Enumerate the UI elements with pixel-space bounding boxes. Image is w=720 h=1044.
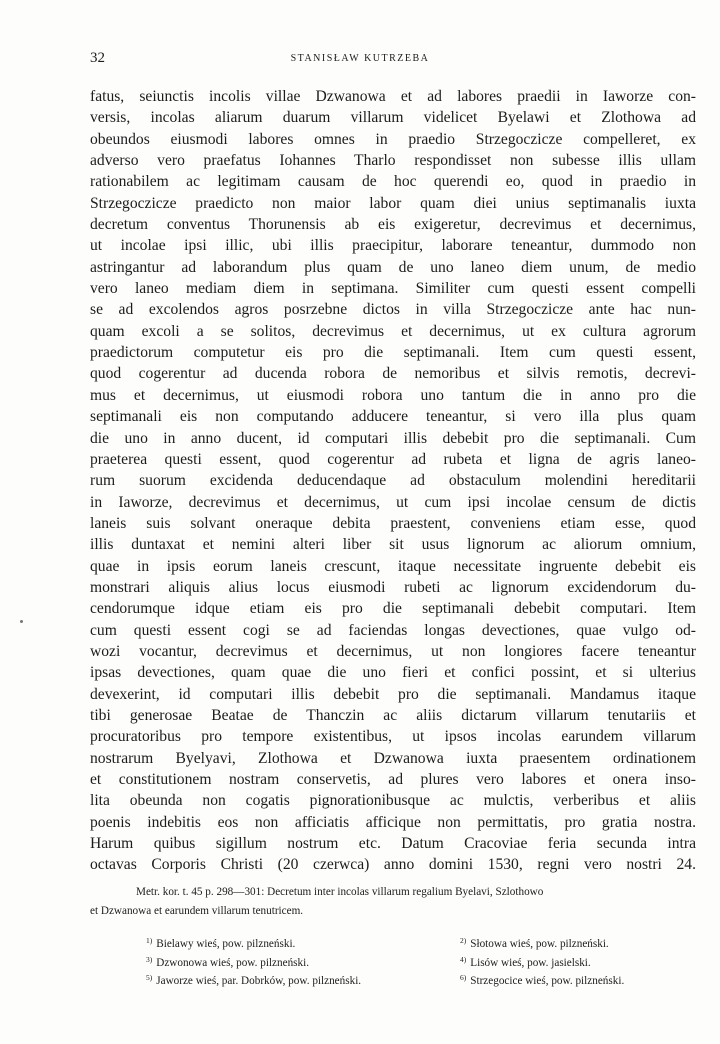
text-line: septimanali eis non computando adducere teneantur, si vero illa plus quam <box>90 408 696 426</box>
text-line: ut incolae ipsi illic, ubi illis praecipitur, laborare teneantur, dummodo non <box>90 237 696 255</box>
footnote <box>146 932 460 951</box>
text-line: vero laneo mediam diem in septimana. Similiter cum questi essent compelli <box>90 280 696 298</box>
text-line: et constitutionem nostram conservetis, ad plures vero labores et onera inso- <box>90 771 696 788</box>
text-line: die uno in anno ducent, id computari illis debebit pro die septimanali. Cum <box>90 429 696 447</box>
text-line: se ad excolendos agros posrzebne dictos in villa Strzegoczicze ante hac nun- <box>90 301 696 319</box>
text-line: versis, incolas aliarum duarum villarum videlicet Byelawi et Zlothowa ad <box>90 109 696 127</box>
text-line: laneis suis solvant oneraque debita praestent, conveniens etiam esse, quod <box>90 514 696 532</box>
footnote-text: Słotowa wieś, pow. pilzneński. <box>470 938 609 950</box>
text-line: devexerint, id computari illis debebit pro die septimanali. Mandamus itaque <box>90 685 696 703</box>
text-line: monstrari aliquis alius locus eiusmodi rubeti ac lignorum excidendorum du- <box>90 578 696 596</box>
text-line: Strzegoczicze praedicto non maior labor quam diei unius septimanalis iuxta <box>90 194 696 212</box>
footnote-row <box>146 969 696 988</box>
footnote-mark: 5) <box>146 973 153 982</box>
text-line: illis duntaxat et nemini alteri liber sit usus lignorum ac aliorum omnium, <box>90 536 696 554</box>
text-line: rationabilem ac legitimam causam de hoc querendi eo, quod in praedio in <box>90 173 696 191</box>
footnote-mark: 1) <box>146 936 153 945</box>
text-line: quam excoli a se solitos, decrevimus et decernimus, ut ex cultura agrorum <box>90 322 696 340</box>
footnotes <box>146 932 696 988</box>
text-line: procuratoribus pro tempore existentibus, ut ipsos incolas earundem villarum <box>90 728 696 746</box>
running-title: STANISŁAW KUTRZEBA <box>290 53 430 64</box>
footnote <box>460 969 624 988</box>
main-text <box>90 86 696 876</box>
footnote-mark: 6) <box>460 973 467 982</box>
footnote-text: Strzegocice wieś, pow. pilzneński. <box>470 975 625 987</box>
footnote-text: Dzwonowa wieś, pow. pilzneński. <box>156 956 310 969</box>
footnote-row <box>146 932 696 951</box>
source-note-line: et Dzwanowa et earundem villarum tenutricem. <box>90 905 304 917</box>
source-note-line: Metr. kor. t. 45 p. 298—301: Decretum inter incolas villarum regalium Byelavi, Szlothowo <box>136 886 544 898</box>
footnote <box>460 951 591 970</box>
text-line: fatus, seiunctis incolis villae Dzwanowa et ad labores praedii in Iaworze con- <box>90 88 696 105</box>
footnote-text: Lisów wieś, pow. jasielski. <box>470 956 591 969</box>
footnote-mark: 2) <box>460 936 467 945</box>
page-number: 32 <box>90 50 105 66</box>
scan-speck <box>20 620 23 623</box>
text-line: astringantur ad laborandum plus quam de uno laneo diem unum, de medio <box>90 258 696 276</box>
text-line: obeundos eiusmodi labores omnes in praedio Strzegoczicze compelleret, ex <box>90 130 696 148</box>
text-line: mus et decernimus, ut eiusmodi robora uno tantum die in anno pro die <box>90 386 696 404</box>
text-line: praeterea questi essent, quod cogerentur ad rubeta et ligna de agris laneo- <box>90 450 696 468</box>
text-line: quod cogerentur ad ducenda robora de nemoribus et silvis remotis, decrevi- <box>90 365 696 383</box>
text-line: rum suorum excidenda deducendaque ad obstaculum molendini hereditarii <box>90 472 696 490</box>
text-line: cendorumque idque etiam eis pro die septimanali debebit computari. Item <box>90 600 696 618</box>
text-line: wozi vocantur, decrevimus et decernimus, ut non longiores facere teneantur <box>90 642 696 660</box>
footnote-text: Jaworze wieś, par. Dobrków, pow. pilzneński. <box>156 975 362 987</box>
text-line: octavas Corporis Christi (20 czerwca) anno domini 1530, regni vero nostri 24. <box>90 856 696 874</box>
footnote <box>460 932 609 951</box>
source-note <box>90 883 696 921</box>
footnote-mark: 4) <box>460 954 467 964</box>
text-line: nostrarum Byelyavi, Zlothowa et Dzwanowa iuxta praesentem ordinationem <box>90 749 696 767</box>
text-line: in Iaworze, decrevimus et decernimus, ut cum ipsi incolae censum de dictis <box>90 493 696 511</box>
footnote-text: Bielawy wieś, pow. pilzneński. <box>156 938 296 950</box>
text-line: decretum conventus Thorunensis ab eis exigeretur, decrevimus et decernimus, <box>90 216 696 234</box>
footnote-mark: 3) <box>146 954 153 964</box>
footnote-row <box>146 951 696 970</box>
text-line: poenis indebitis eos non afficiatis afficique non permittatis, pro gratia nostra. <box>90 813 696 831</box>
text-line: cum questi essent cogi se ad faciendas longas devectiones, quae vulgo od- <box>90 621 696 639</box>
text-line: tibi generosae Beatae de Thanczin ac aliis dictarum villarum tenutariis et <box>90 706 696 724</box>
text-line: adverso vero praefatus Iohannes Tharlo respondisset non subesse illis ullam <box>90 152 696 170</box>
text-line: Harum quibus sigillum nostrum etc. Datum Cracoviae feria secunda intra <box>90 835 696 853</box>
footnote <box>146 969 460 988</box>
text-line: ipsas devectiones, quam quae die uno fieri et confici possint, et si ulterius <box>90 664 696 682</box>
text-line: praedictorum computetur eis pro die septimanali. Item cum questi essent, <box>90 344 696 362</box>
footnote <box>146 951 460 970</box>
text-line: quae in ipsis eorum laneis crescunt, itaque necessitate ingruente debebit eis <box>90 557 696 575</box>
text-line: lita obeunda non cogatis pignorationibusque ac mulctis, verberibus et aliis <box>90 792 696 810</box>
